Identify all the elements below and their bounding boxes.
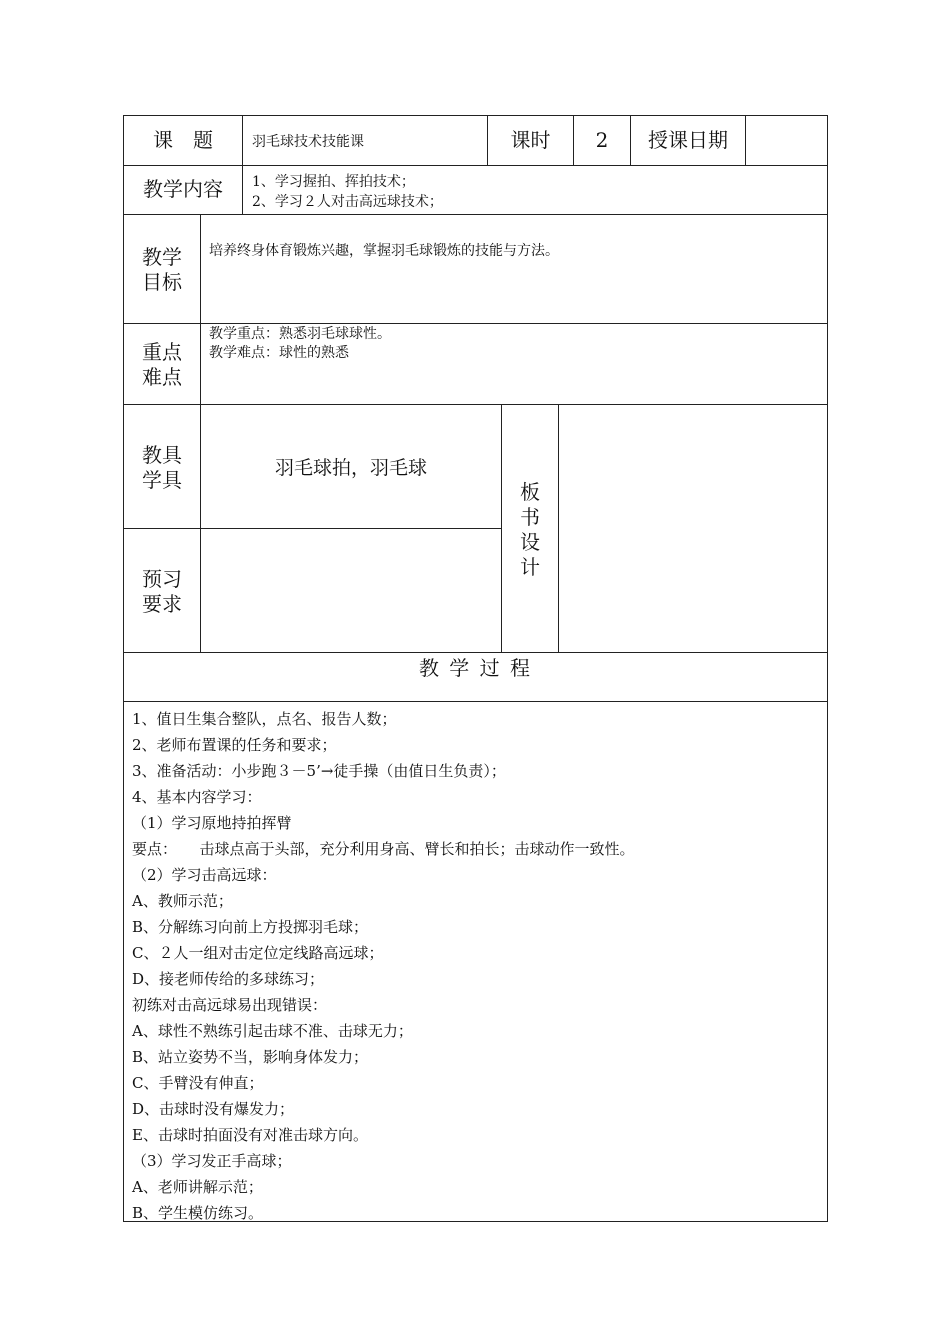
preview-label-1: 预习 bbox=[142, 567, 182, 591]
process-line: E、击球时拍面没有对准击球方向。 bbox=[132, 1126, 368, 1144]
process-line: B、学生模仿练习。 bbox=[132, 1204, 264, 1222]
process-line: A、教师示范； bbox=[132, 892, 233, 910]
goals-label-1: 教学 bbox=[142, 245, 182, 269]
date-label: 授课日期 bbox=[648, 128, 728, 152]
process-line: （1）学习原地持拍挥臂 bbox=[132, 814, 292, 832]
process-line: C、２人一组对击定位定线路高远球； bbox=[132, 944, 384, 962]
equipment-label-1: 教具 bbox=[142, 443, 182, 467]
process-title: 教 学 过 程 bbox=[418, 656, 533, 680]
difficulty-line: 教学难点：球性的熟悉 bbox=[209, 345, 349, 361]
row-divider bbox=[124, 165, 827, 166]
process-line: 4、基本内容学习： bbox=[132, 788, 262, 806]
process-line: 要点： 击球点高于头部，充分利用身高、臂长和拍长；击球动作一致性。 bbox=[132, 840, 635, 858]
topic-value: 羽毛球技术技能课 bbox=[252, 134, 364, 150]
row-divider bbox=[124, 701, 827, 702]
keypoints-label-1: 重点 bbox=[142, 340, 182, 364]
row-divider bbox=[124, 214, 827, 215]
process-line: （2）学习击高远球： bbox=[132, 866, 277, 884]
row-divider bbox=[124, 323, 827, 324]
content-label: 教学内容 bbox=[143, 177, 223, 201]
board-design-area[interactable] bbox=[559, 405, 827, 652]
preview-label-2: 要求 bbox=[142, 592, 182, 616]
process-line: 1、值日生集合整队，点名、报告人数； bbox=[132, 710, 397, 728]
col-divider bbox=[242, 116, 243, 214]
process-line: B、分解练习向前上方投掷羽毛球； bbox=[132, 918, 369, 936]
hours-label: 课时 bbox=[510, 128, 551, 152]
board-char: 书 bbox=[520, 505, 540, 529]
equipment-label-2: 学具 bbox=[142, 468, 182, 492]
process-line: 3、准备活动：小步跑３－5’→徒手操（由值日生负责）； bbox=[132, 762, 506, 780]
process-line: A、球性不熟练引起击球不准、击球无力； bbox=[132, 1022, 413, 1040]
process-line: 初练对击高远球易出现错误： bbox=[132, 996, 328, 1014]
lesson-plan-table bbox=[123, 115, 828, 1222]
process-body bbox=[132, 706, 822, 1226]
process-line: D、接老师传给的多球练习； bbox=[132, 970, 325, 988]
process-line: D、击球时没有爆发力； bbox=[132, 1100, 295, 1118]
process-line: （3）学习发正手高球； bbox=[132, 1152, 292, 1170]
goals-text: 培养终身体育锻炼兴趣，掌握羽毛球锻炼的技能与方法。 bbox=[209, 243, 559, 259]
board-char: 设 bbox=[520, 530, 540, 554]
col-divider bbox=[745, 116, 746, 165]
process-line: 2、老师布置课的任务和要求； bbox=[132, 736, 337, 754]
keypoints-label-2: 难点 bbox=[142, 365, 182, 389]
col-divider bbox=[200, 214, 201, 652]
row-divider bbox=[124, 528, 501, 529]
board-char: 板 bbox=[520, 480, 540, 504]
process-line: C、手臂没有伸直； bbox=[132, 1074, 264, 1092]
topic-label: 课 题 bbox=[153, 128, 213, 152]
keypoint-line: 教学重点：熟悉羽毛球球性。 bbox=[209, 326, 391, 342]
goals-label-2: 目标 bbox=[142, 270, 182, 294]
process-line: A、老师讲解示范； bbox=[132, 1178, 263, 1196]
content-line-1: 1、学习握拍、挥拍技术； bbox=[252, 174, 415, 190]
board-char: 计 bbox=[520, 555, 540, 579]
hours-value: 2 bbox=[595, 128, 609, 152]
content-line-2: 2、学习２人对击高远球技术； bbox=[252, 194, 443, 210]
equipment-text: 羽毛球拍，羽毛球 bbox=[274, 457, 427, 479]
process-line: B、站立姿势不当，影响身体发力； bbox=[132, 1048, 369, 1066]
row-divider bbox=[124, 652, 827, 653]
